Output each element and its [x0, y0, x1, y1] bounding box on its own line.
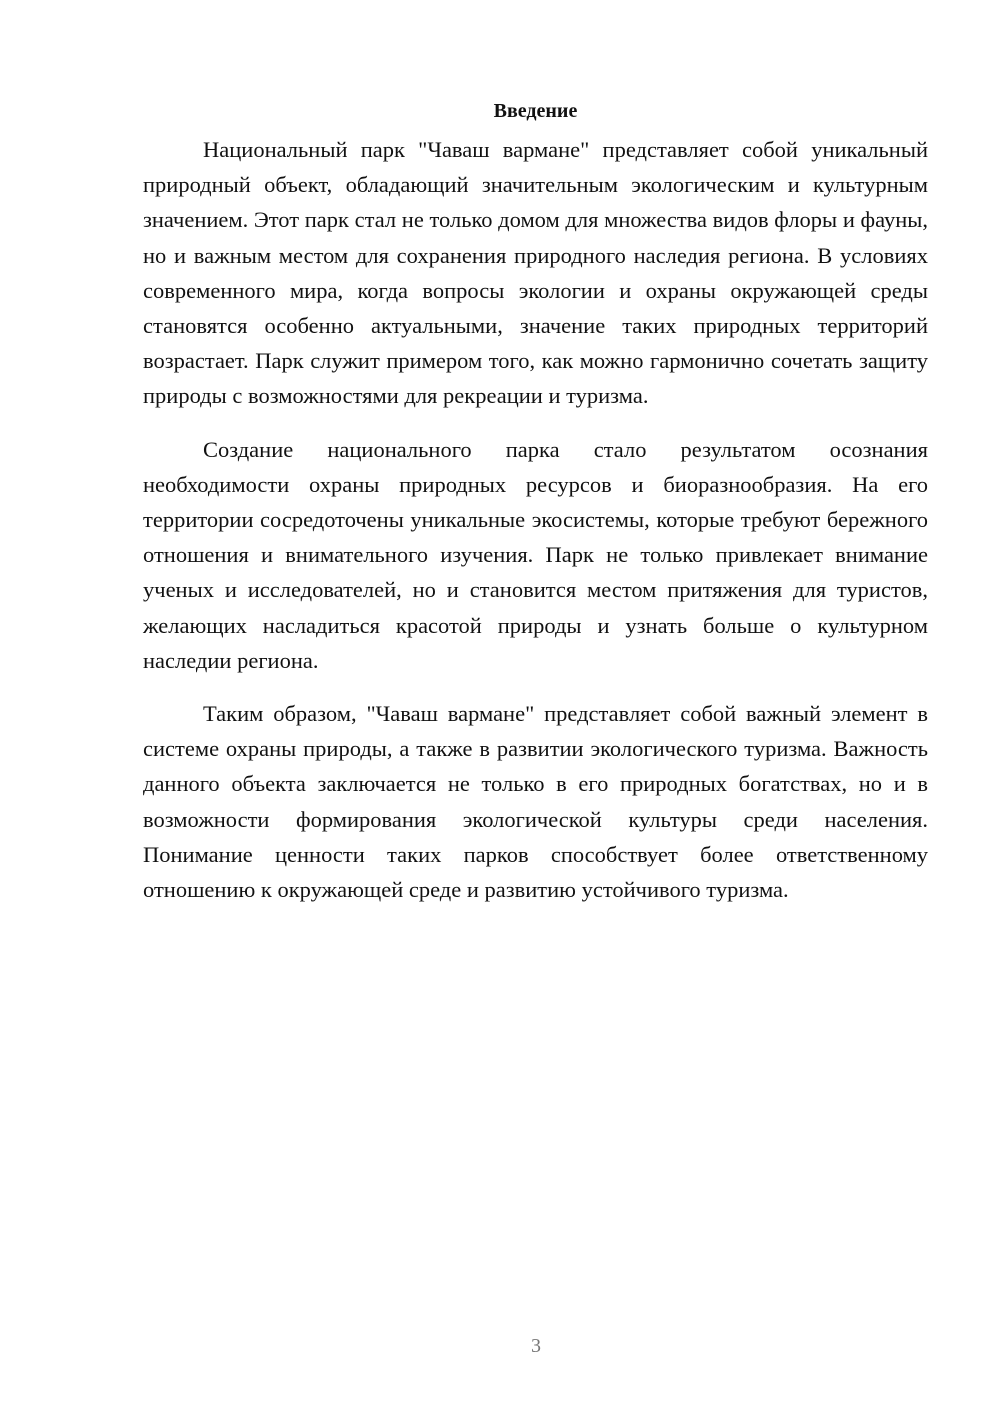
- section-heading: Введение: [493, 100, 578, 122]
- page-number: 3: [531, 1335, 541, 1357]
- paragraph-2: Создание национального парка стало результатом осознания необходимости охраны природных ресурсов и биоразнообразия. На его территории сосредоточены уникальные экосистемы, которые требуют бережного отношения и внимательного изучения. Парк не только привлекает внимание ученых и исследователей, но и становится местом притяжения для туристов, желающих насладиться красотой природы и узнать больше о культурном наследии региона.: [143, 436, 928, 673]
- page-content: [143, 96, 928, 925]
- paragraph-1: Национальный парк "Чаваш вармане" представляет собой уникальный природный объект, обладающий значительным экологическим и культурным значением. Этот парк стал не только домом для множества видов флоры и фауны, но и важным местом для сохранения природного наследия региона. В условиях современного мира, когда вопросы экологии и охраны окружающей среды становятся особенно актуальными, значение таких природных территорий возрастает. Парк служит примером того, как можно гармонично сочетать защиту природы с возможностями для рекреации и туризма.: [143, 137, 928, 409]
- paragraph-3: Таким образом, "Чаваш вармане" представляет собой важный элемент в системе охраны природы, а также в развитии экологического туризма. Важность данного объекта заключается не только в его природных богатствах, но и в возможности формирования экологической культуры среди населения. Понимание ценности таких парков способствует более ответственному отношению к окружающей среде и развитию устойчивого туризма.: [143, 701, 928, 903]
